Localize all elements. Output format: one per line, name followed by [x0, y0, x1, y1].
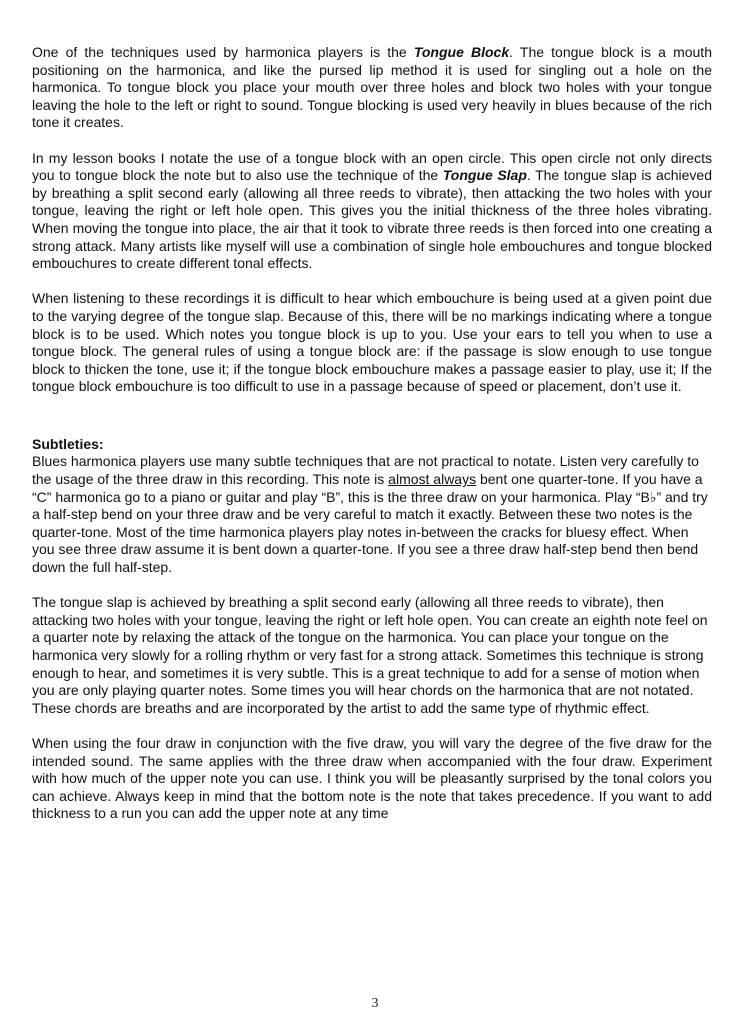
paragraph-text: bent one quarter-tone. If you have a “C” harmonica go to a piano or guitar and play “B”, this is the three draw on your harmonica. Play “B♭” and try a half-step bend on your three draw and be very careful to match it exactly. Between these two notes is the quarter-tone. Most of the time harmonica players play notes in-between the cracks for bluesy effect. When you see three draw assume it is bent down a quarter-tone. If you see a three draw half-step bend then bend down the full half-step. — [32, 471, 708, 576]
paragraph-four-draw: When using the four draw in conjunction with the five draw, you will vary the degree of the five draw for the intended sound. The same applies with the three draw when accompanied with the four draw. Experiment with how much of the upper note you can use. I think you will be pleasantly surprised by the tonal colors you can achieve. Always keep in mind that the bottom note is the note that takes precedence. If you want to add thickness to a run you can add the upper note at any time — [32, 734, 712, 822]
paragraph-text: In my lesson books I notate the use of a tongue block with an open circle. This open circle not only directs you to tongue block the note but to also use the technique of the — [32, 149, 712, 184]
document-body — [32, 44, 712, 823]
paragraph-text: One of the techniques used by harmonica players is the — [32, 44, 414, 60]
paragraph-listening: When listening to these recordings it is difficult to hear which embouchure is being used at a given point due to the varying degree of the tongue slap. Because of this, there will be no markings indicating where a tongue block is to be used. Which notes you tongue block is up to you. Use your ears to tell you when to use a tongue block. The general rules of using a tongue block are: if the passage is slow enough to use tongue block to thicken the tone, use it; if the tongue block embouchure makes a passage easier to play, use it; If the tongue block embouchure is too difficult to use in a passage because of speed or placement, don’t use it. — [32, 290, 712, 395]
underlined-text: almost always — [388, 471, 477, 488]
paragraph-tongue-slap: The tongue slap is achieved by breathing a split second early (allowing all three reeds to vibrate), then attacking two holes with your tongue, leaving the right or left hole open. You can create an eighth note feel on a quarter note by relaxing the attack of the tongue on the harmonica. You can place your tongue on the harmonica very slowly for a rolling rhythm or very fast for a strong attack. Sometimes this technique is strong enough to hear, and sometimes it is very subtle. This is a great technique to add for a sense of motion when you are only playing quarter notes. Some times you will hear chords on the harmonica that are not notated. These chords are breaths and are incorporated by the artist to add the same type of rhythmic effect. — [32, 594, 708, 716]
section-heading-subtleties: Subtleties: — [32, 435, 104, 452]
page-number: 3 — [371, 996, 379, 1011]
paragraph-tongue-block — [32, 44, 712, 132]
paragraph-notation — [32, 150, 712, 273]
paragraph-text: . The tongue block is a mouth positioning on the harmonica, and like the pursed lip method it is used for singling out a hole on the harmonica. To tongue block you place your mouth over three holes and block two holes with your tongue leaving the hole to the left or right to sound. Tongue blocking is used very heavily in blues because of the rich tone it creates. — [32, 44, 712, 131]
term-tongue-slap: Tongue Slap — [442, 167, 527, 184]
paragraph-text: . The tongue slap is achieved by breathing a split second early (allowing all three reeds to vibrate), then attacking the two holes with your tongue, leaving the right or left hole open. This gives you the initial thickness of the three holes vibrating. When moving the tongue into place, the air that it took to vibrate three reeds is then forced into one creating a strong attack. Many artists like myself will use a combination of single hole embouchures and tongue blocked embouchures to create different tonal effects. — [32, 167, 713, 272]
paragraph-subtleties — [32, 453, 712, 576]
term-tongue-block: Tongue Block — [413, 44, 510, 60]
paragraph-text: Blues harmonica players use many subtle techniques that are not practical to notate. Listen very carefully to the usage of the three draw in this recording. This note is — [32, 453, 699, 488]
